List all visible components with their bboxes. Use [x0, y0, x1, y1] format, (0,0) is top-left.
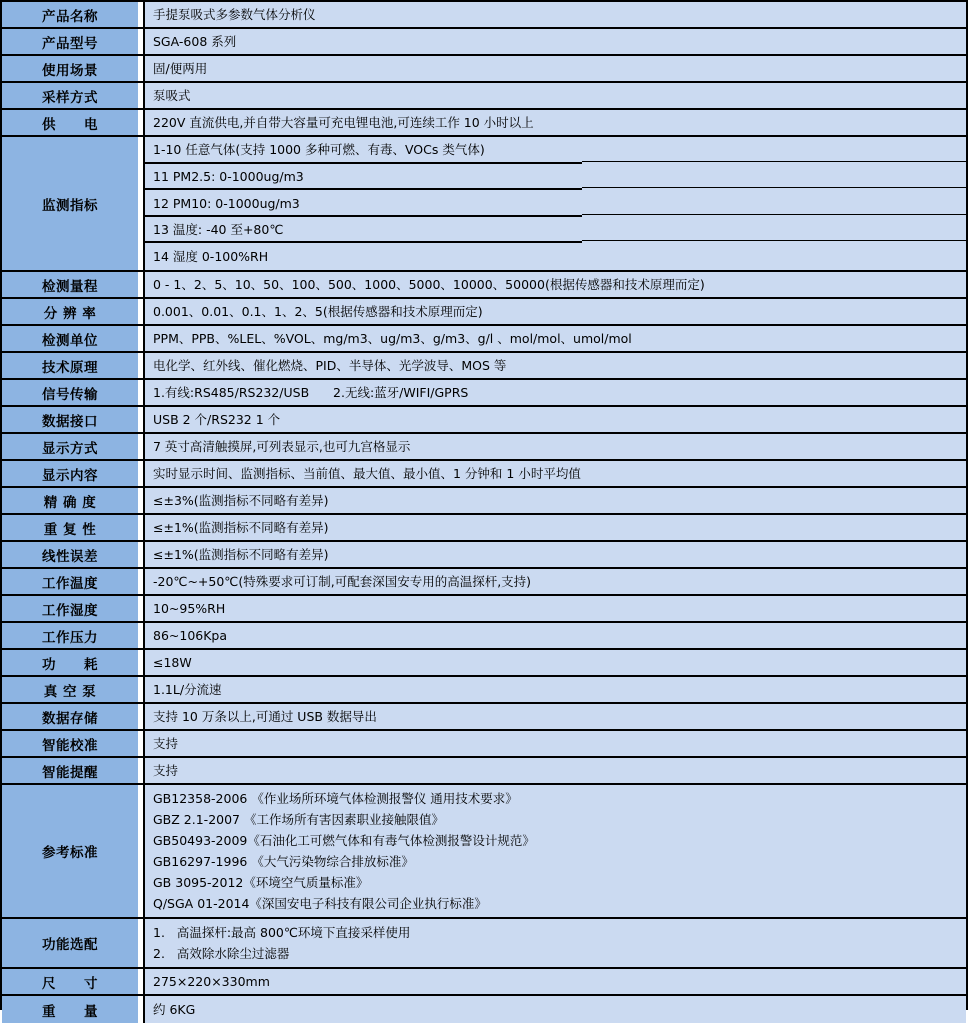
spec-value: GBZ 2.1-2007 《工作场所有害因素职业接触限值》 — [153, 812, 444, 827]
spec-value: 电化学、红外线、催化燃烧、PID、半导体、光学波导、MOS 等 — [153, 357, 507, 373]
spec-value-cell — [145, 515, 966, 540]
column-divider — [138, 2, 145, 27]
spec-value-cell — [145, 83, 966, 108]
spec-value-cell — [145, 650, 966, 675]
spec-label: 监测指标 — [2, 137, 138, 270]
spec-value: 86~106Kpa — [153, 627, 228, 643]
spec-value-cell — [145, 2, 966, 27]
column-divider — [138, 596, 145, 621]
spec-value-cell — [145, 785, 966, 917]
spec-value-cell — [145, 919, 966, 967]
spec-value-cell — [145, 272, 966, 297]
column-divider — [138, 919, 145, 967]
spec-subrow-value: 12 PM10: 0-1000ug/m3 — [145, 190, 966, 217]
spec-value-cell — [145, 704, 966, 729]
spec-value: 支持 — [153, 735, 179, 751]
spec-value: 220V 直流供电,并自带大容量可充电锂电池,可连续工作 10 小时以上 — [153, 114, 534, 130]
spec-label: 技术原理 — [2, 353, 138, 378]
spec-label: 智能校准 — [2, 731, 138, 756]
spec-value: 支持 — [153, 762, 179, 778]
table-row — [2, 569, 966, 596]
spec-value: 10~95%RH — [153, 600, 226, 616]
spec-value-cell — [145, 326, 966, 351]
spec-label: 尺 寸 — [2, 969, 138, 994]
column-divider — [138, 731, 145, 756]
column-divider — [138, 434, 145, 459]
spec-value-cell — [145, 461, 966, 486]
table-row — [2, 137, 966, 272]
spec-label: 参考标准 — [2, 785, 138, 917]
column-divider — [138, 353, 145, 378]
spec-label: 真 空 泵 — [2, 677, 138, 702]
spec-value: ≤18W — [153, 654, 192, 670]
spec-value: 0 - 1、2、5、10、50、100、500、1000、5000、10000、50000(根据传感器和技术原理而定) — [153, 276, 705, 292]
column-divider — [138, 326, 145, 351]
table-row — [2, 299, 966, 326]
spec-label: 产品名称 — [2, 2, 138, 27]
spec-value: Q/SGA 01-2014《深国安电子科技有限公司企业执行标准》 — [153, 896, 487, 911]
spec-value-cell — [145, 380, 966, 405]
table-row — [2, 29, 966, 56]
spec-value: ≤±3%(监测指标不同略有差异) — [153, 492, 329, 508]
spec-label: 使用场景 — [2, 56, 138, 81]
spec-value: GB 3095-2012《环境空气质量标准》 — [153, 875, 369, 890]
spec-value-cell — [145, 758, 966, 783]
column-divider — [138, 623, 145, 648]
table-row — [2, 969, 966, 996]
spec-value-cell — [145, 731, 966, 756]
table-row — [2, 326, 966, 353]
spec-label: 重 量 — [2, 996, 138, 1023]
spec-value-cell — [145, 569, 966, 594]
table-row — [2, 650, 966, 677]
spec-value-cell — [145, 434, 966, 459]
spec-value-cell — [145, 677, 966, 702]
column-divider — [138, 515, 145, 540]
table-row — [2, 434, 966, 461]
column-divider — [138, 299, 145, 324]
column-divider — [138, 704, 145, 729]
table-row — [2, 2, 966, 29]
table-row — [2, 272, 966, 299]
column-divider — [138, 569, 145, 594]
spec-label: 供 电 — [2, 110, 138, 135]
spec-label: 数据接口 — [2, 407, 138, 432]
table-row — [2, 623, 966, 650]
column-divider — [138, 996, 145, 1023]
column-divider — [138, 969, 145, 994]
spec-value: 手提泵吸式多参数气体分析仪 — [153, 6, 316, 22]
spec-label: 线性误差 — [2, 542, 138, 567]
spec-label: 智能提醒 — [2, 758, 138, 783]
table-row — [2, 56, 966, 83]
column-divider — [138, 29, 145, 54]
table-row — [2, 407, 966, 434]
spec-value-cell — [145, 969, 966, 994]
column-divider — [138, 110, 145, 135]
spec-subrow-value: 14 湿度 0-100%RH — [153, 248, 269, 264]
spec-label: 检测量程 — [2, 272, 138, 297]
table-row — [2, 704, 966, 731]
spec-value-cell — [145, 623, 966, 648]
spec-value-cell — [145, 407, 966, 432]
spec-value: GB50493-2009《石油化工可燃气体和有毒气体检测报警设计规范》 — [153, 833, 535, 848]
spec-value: 0.001、0.01、0.1、1、2、5(根据传感器和技术原理而定) — [153, 303, 483, 319]
column-divider — [138, 137, 145, 270]
spec-value: PPM、PPB、%LEL、%VOL、mg/m3、ug/m3、g/m3、g/l 、mol/mol、umol/mol — [153, 330, 632, 346]
spec-value-cell — [145, 299, 966, 324]
spec-label: 工作湿度 — [2, 596, 138, 621]
spec-label: 功能选配 — [2, 919, 138, 967]
spec-value-cell — [145, 137, 966, 270]
spec-value: ≤±1%(监测指标不同略有差异) — [153, 546, 329, 562]
spec-value: -20℃~+50℃(特殊要求可订制,可配套深国安专用的高温探杆,支持) — [153, 573, 532, 589]
column-divider — [138, 542, 145, 567]
spec-label: 显示方式 — [2, 434, 138, 459]
spec-value-cell — [145, 596, 966, 621]
spec-value: 泵吸式 — [153, 87, 191, 103]
table-row — [2, 353, 966, 380]
spec-label: 重 复 性 — [2, 515, 138, 540]
spec-value-cell — [145, 542, 966, 567]
spec-subrow-value: 11 PM2.5: 0-1000ug/m3 — [145, 164, 966, 191]
spec-label: 工作压力 — [2, 623, 138, 648]
spec-value: 实时显示时间、监测指标、当前值、最大值、最小值、1 分钟和 1 小时平均值 — [153, 465, 581, 481]
table-row — [2, 461, 966, 488]
spec-value: 固/便两用 — [153, 60, 208, 76]
spec-subrow-value: 13 温度: -40 至+80℃ — [145, 217, 966, 244]
spec-value-cell — [145, 353, 966, 378]
spec-value-cell — [145, 996, 966, 1023]
table-row — [2, 758, 966, 785]
column-divider — [138, 785, 145, 917]
spec-value: ≤±1%(监测指标不同略有差异) — [153, 519, 329, 535]
spec-value: GB12358-2006 《作业场所环境气体检测报警仪 通用技术要求》 — [153, 791, 518, 806]
column-divider — [138, 758, 145, 783]
spec-label: 采样方式 — [2, 83, 138, 108]
spec-value: 约 6KG — [153, 1001, 196, 1017]
spec-label: 产品型号 — [2, 29, 138, 54]
table-row — [2, 785, 966, 919]
table-row — [2, 919, 966, 969]
spec-value: 1.1L/分流速 — [153, 681, 222, 697]
table-row — [2, 542, 966, 569]
column-divider — [138, 488, 145, 513]
spec-label: 精 确 度 — [2, 488, 138, 513]
column-divider — [138, 83, 145, 108]
spec-label: 分 辨 率 — [2, 299, 138, 324]
spec-value: 支持 10 万条以上,可通过 USB 数据导出 — [153, 708, 377, 724]
spec-value: USB 2 个/RS232 1 个 — [153, 411, 281, 427]
table-row — [2, 380, 966, 407]
spec-value-cell — [145, 110, 966, 135]
spec-value: 1. 高温探杆:最高 800℃环境下直接采样使用 — [153, 925, 411, 940]
spec-value-cell — [145, 488, 966, 513]
column-divider — [138, 272, 145, 297]
table-row — [2, 488, 966, 515]
spec-value: 1.有线:RS485/RS232/USB 2.无线:蓝牙/WIFI/GPRS — [153, 384, 469, 400]
spec-label: 信号传输 — [2, 380, 138, 405]
spec-value-cell — [145, 56, 966, 81]
spec-value: 2. 高效除水除尘过滤器 — [153, 946, 290, 961]
spec-value: 275×220×330mm — [153, 973, 270, 989]
column-divider — [138, 677, 145, 702]
table-row — [2, 110, 966, 137]
spec-subrow-value: 1-10 任意气体(支持 1000 多种可燃、有毒、VOCs 类气体) — [145, 137, 966, 164]
spec-value: SGA-608 系列 — [153, 33, 237, 49]
table-row — [2, 677, 966, 704]
table-row — [2, 596, 966, 623]
column-divider — [138, 650, 145, 675]
spec-label: 检测单位 — [2, 326, 138, 351]
spec-value-cell — [145, 29, 966, 54]
spec-label: 数据存储 — [2, 704, 138, 729]
column-divider — [138, 56, 145, 81]
table-row — [2, 515, 966, 542]
spec-label: 显示内容 — [2, 461, 138, 486]
column-divider — [138, 380, 145, 405]
spec-value: GB16297-1996 《大气污染物综合排放标准》 — [153, 854, 414, 869]
column-divider — [138, 461, 145, 486]
table-row — [2, 996, 966, 1023]
table-row — [2, 83, 966, 110]
column-divider — [138, 407, 145, 432]
spec-label: 工作温度 — [2, 569, 138, 594]
spec-value: 7 英寸高清触摸屏,可列表显示,也可九宫格显示 — [153, 438, 411, 454]
table-row — [2, 731, 966, 758]
spec-label: 功 耗 — [2, 650, 138, 675]
